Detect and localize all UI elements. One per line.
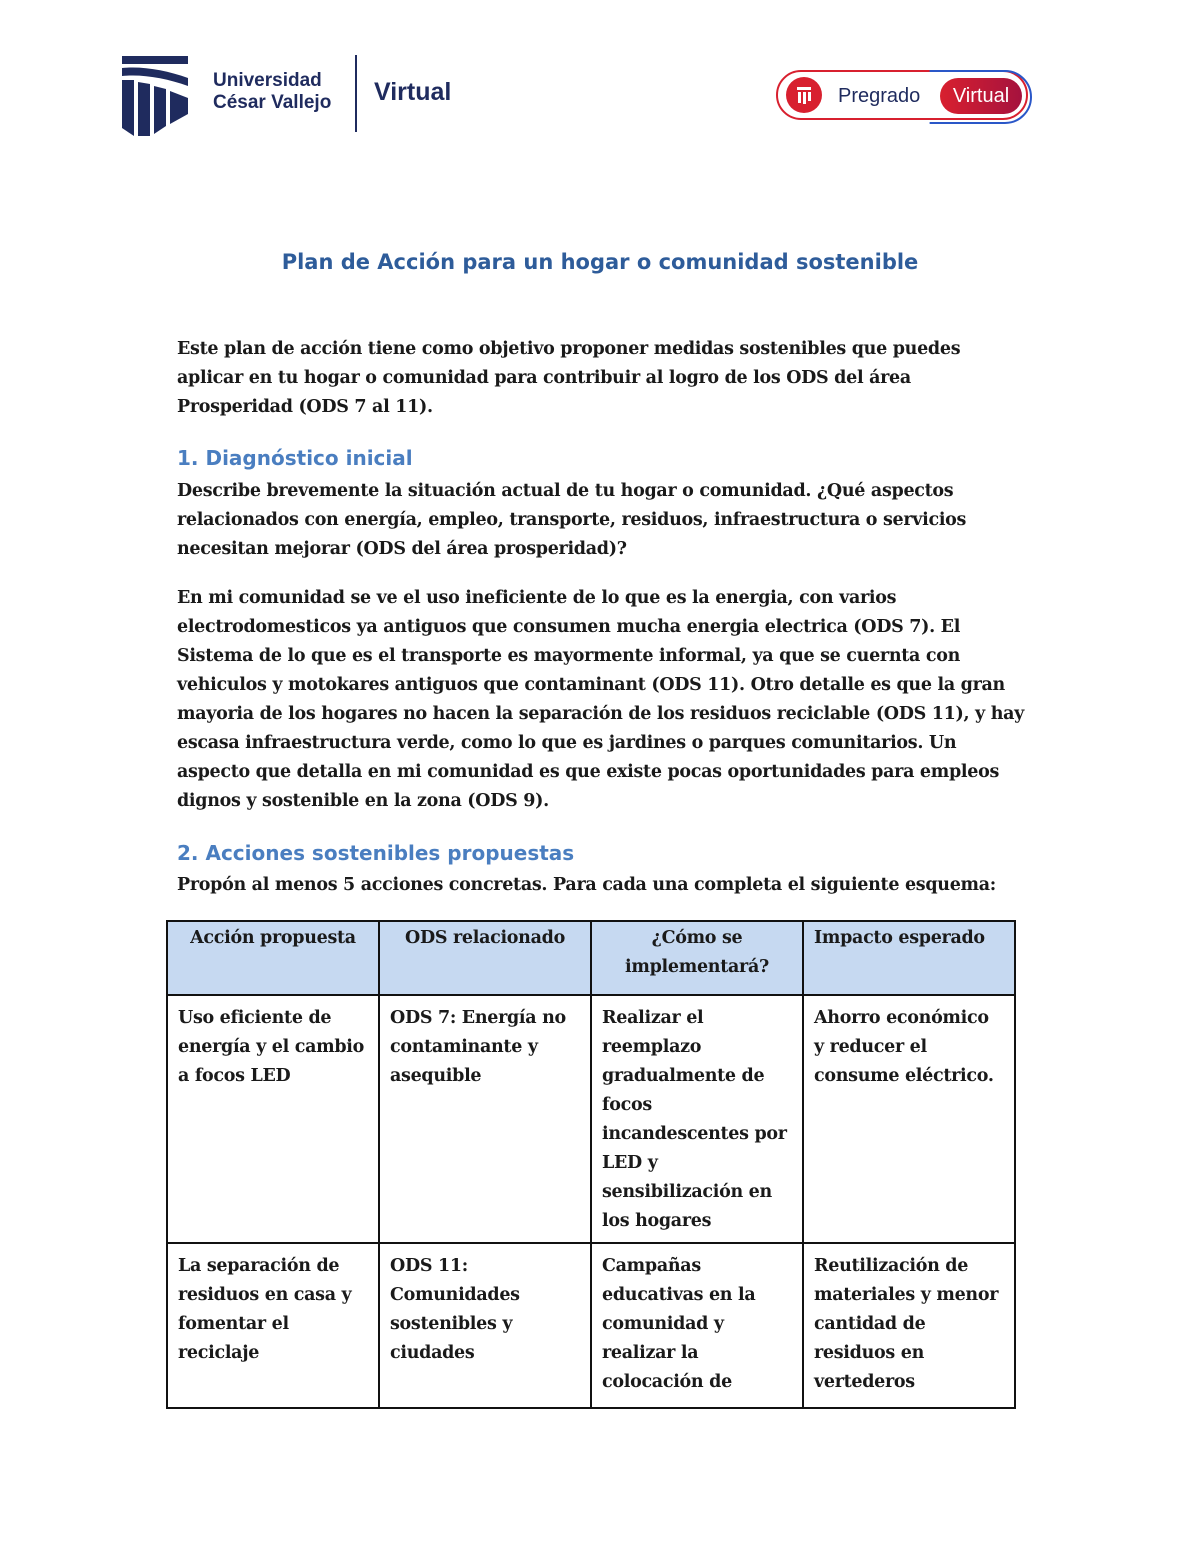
header-como-se-implementara: ¿Cómo se implementará? (591, 921, 803, 995)
header-impacto-esperado: Impacto esperado (803, 921, 1015, 995)
logo-divider (355, 55, 357, 132)
badge-pregrado-text: Pregrado (838, 85, 921, 107)
badge-virtual-pill: Virtual (940, 78, 1022, 114)
badge-shield-icon (786, 77, 822, 113)
section1-answer: En mi comunidad se ve el uso ineficiente de lo que es la energia, con varios electrodomesticos ya antiguos que consumen mucha energia electrica (ODS 7). El Sistema de lo que es el transporte es mayormente informal, ya que se cuernta con vehiculos y motokares antiguos que contaminant (ODS 11). Otro detalle es que la gran mayoria de los hogares no hacen la separación de los residuos reciclable (ODS 11), y hay escasa infraestructura verde, como lo que es jardines o parques comunitarios. Un aspecto que detalla en mi comunidad es que existe pocas oportunidades para empleos dignos y sostenible en la zona (ODS 9). (177, 588, 1025, 811)
action-plan-table (166, 920, 1016, 1409)
table-cell: Realizar el reemplazo gradualmente de focos incandescentes por LED y sensibilización en los hogares (591, 995, 803, 1243)
table-cell: ODS 11: Comunidades sostenibles y ciudades (379, 1243, 591, 1408)
section2-instruction: Propón al menos 5 acciones concretas. Para cada una completa el siguiente esquema: (177, 875, 996, 895)
table-row (167, 995, 1015, 1243)
document-title: Plan de Acción para un hogar o comunidad sostenible (281, 250, 919, 274)
table-cell: Uso eficiente de energía y el cambio a focos LED (167, 995, 379, 1243)
table-row (167, 1243, 1015, 1408)
section1-heading: 1. Diagnóstico inicial (177, 446, 413, 470)
pregrado-virtual-badge (776, 70, 1028, 120)
ucv-logo-icon (122, 56, 188, 136)
ucv-badge-icon (786, 77, 822, 113)
header-accion-propuesta: Acción propuesta (167, 921, 379, 995)
table-cell: Ahorro económico y reducer el consume eléctrico. (803, 995, 1015, 1243)
university-name-line1: Universidad (213, 70, 322, 91)
university-name-line2: César Vallejo (213, 92, 332, 113)
section2-heading: 2. Acciones sostenibles propuestas (177, 841, 575, 865)
document-header (0, 0, 1200, 160)
table-header-row (167, 921, 1015, 995)
intro-paragraph: Este plan de acción tiene como objetivo proponer medidas sostenibles que puedes aplicar en tu hogar o comunidad para contribuir al logro de los ODS del área Prosperidad (ODS 7 al 11). (177, 339, 961, 417)
university-name (213, 70, 331, 114)
table-cell: ODS 7: Energía no contaminante y asequible (379, 995, 591, 1243)
table-cell: Campañas educativas en la comunidad y realizar la colocación de (591, 1243, 803, 1408)
header-ods-relacionado: ODS relacionado (379, 921, 591, 995)
table-cell: La separación de residuos en casa y fomentar el reciclaje (167, 1243, 379, 1408)
virtual-label: Virtual (374, 78, 452, 106)
section1-question: Describe brevemente la situación actual de tu hogar o comunidad. ¿Qué aspectos relacionados con energía, empleo, transporte, residuos, infraestructura o servicios necesitan mejorar (ODS del área prosperidad)? (177, 481, 967, 559)
table-cell: Reutilización de materiales y menor cantidad de residuos en vertederos (803, 1243, 1015, 1408)
